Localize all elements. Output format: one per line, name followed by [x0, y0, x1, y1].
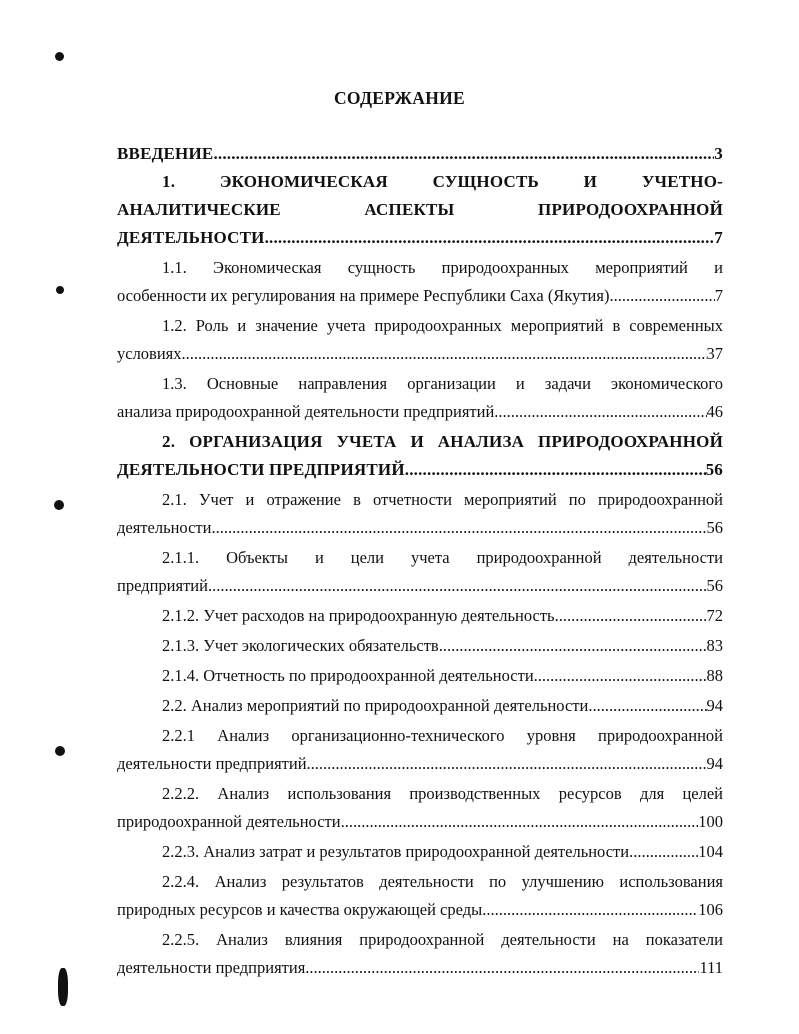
toc-entry-heading: 2.2.4. Анализ результатов деятельности по улучшению использования: [162, 872, 723, 891]
leader-dots: [629, 838, 698, 866]
toc-entry-heading: 1.1. Экономическая сущность природоохранных мероприятий и: [162, 258, 723, 277]
toc-page-number: 88: [706, 666, 723, 685]
scan-mark-dot: [54, 500, 64, 510]
toc-page-number: 3: [714, 144, 723, 163]
toc-entry-2-2-2[interactable]: [117, 780, 723, 836]
toc-entry-2-2-5[interactable]: [117, 926, 723, 982]
toc-entry-text: ДЕЯТЕЛЬНОСТИ: [117, 228, 265, 247]
leader-dots: [494, 398, 706, 426]
leader-dots: [439, 632, 707, 660]
toc-entry-heading: 2.1.1. Объекты и цели учета природоохранной деятельности: [162, 548, 723, 567]
toc-page-number: 72: [706, 606, 723, 625]
toc-page-number: 56: [706, 576, 723, 595]
toc-page-number: 56: [705, 460, 723, 479]
toc-entry-text: условиях: [117, 344, 182, 363]
toc-page-number: 104: [698, 842, 723, 861]
leader-dots: [305, 954, 699, 982]
toc-entry-heading: 1. ЭКОНОМИЧЕСКАЯ СУЩНОСТЬ И УЧЕТНО- АНАЛИТИЧЕСКИЕ АСПЕКТЫ ПРИРОДООХРАННОЙ: [117, 172, 723, 219]
toc-page-number: 7: [714, 286, 723, 305]
page-title: СОДЕРЖАНИЕ: [333, 88, 465, 108]
toc-page-number: 83: [706, 636, 723, 655]
leader-dots: [182, 340, 707, 368]
leader-dots: [211, 514, 706, 542]
toc-page-number: 37: [706, 344, 723, 363]
toc-entry-text: деятельности предприятий: [117, 754, 307, 773]
toc-page-number: 46: [706, 402, 723, 421]
toc-entry-2-2-1[interactable]: [117, 722, 723, 778]
toc-entry-text: особенности их регулирования на примере Республики Саха (Якутия): [117, 286, 610, 305]
toc-entry-text: предприятий: [117, 576, 208, 595]
toc-entry-text: 2.1.3. Учет экологических обязательств: [162, 636, 439, 655]
toc-entry-1-2[interactable]: [117, 312, 723, 368]
toc-entry-2-1-1[interactable]: [117, 544, 723, 600]
toc-page-number: 111: [699, 958, 723, 977]
toc-entry-2-1[interactable]: [117, 486, 723, 542]
leader-dots: [405, 456, 706, 484]
toc-entry-text: 2.1.2. Учет расходов на природоохранную деятельность: [162, 606, 555, 625]
toc-entry-text: ВВЕДЕНИЕ: [117, 144, 214, 163]
toc-page-number: 100: [698, 812, 723, 831]
toc-entry-heading: 2.2.1 Анализ организационно-технического уровня природоохранной: [162, 726, 723, 745]
toc-entry-1-3[interactable]: [117, 370, 723, 426]
toc-entry-chapter-2[interactable]: [117, 428, 723, 484]
toc-entry-2-2[interactable]: [117, 692, 723, 720]
leader-dots: [555, 602, 707, 630]
leader-dots: [482, 896, 698, 924]
toc-entry-text: анализа природоохранной деятельности предприятий: [117, 402, 495, 421]
toc-entry-heading: 1.2. Роль и значение учета природоохранных мероприятий в современных: [162, 316, 723, 335]
toc-page-number: 94: [706, 696, 723, 715]
toc-entry-text: 2.2. Анализ мероприятий по природоохранной деятельности: [162, 696, 589, 715]
table-of-contents: [117, 140, 723, 982]
toc-entry-text: природоохранной деятельности: [117, 812, 341, 831]
scan-mark-dot: [56, 286, 64, 294]
toc-entry-text: деятельности: [117, 518, 212, 537]
leader-dots: [341, 808, 699, 836]
toc-entry-heading: 2.2.2. Анализ использования производственных ресурсов для целей: [162, 784, 723, 803]
toc-entry-1-1[interactable]: [117, 254, 723, 310]
toc-entry-text: 2.1.4. Отчетность по природоохранной деятельности: [162, 666, 534, 685]
toc-page-number: 7: [714, 228, 723, 247]
toc-entry-text: деятельности предприятия: [117, 958, 306, 977]
toc-page-number: 56: [706, 518, 723, 537]
toc-entry-introduction[interactable]: [117, 140, 723, 168]
toc-entry-2-2-4[interactable]: [117, 868, 723, 924]
toc-entry-heading: 2.1. Учет и отражение в отчетности мероприятий по природоохранной: [162, 490, 723, 509]
leader-dots: [307, 750, 707, 778]
toc-page-number: 94: [706, 754, 723, 773]
scan-mark-dot: [55, 746, 65, 756]
leader-dots: [265, 224, 715, 252]
toc-entry-heading: 1.3. Основные направления организации и задачи экономического: [162, 374, 723, 393]
toc-entry-text: ДЕЯТЕЛЬНОСТИ ПРЕДПРИЯТИЙ: [117, 460, 405, 479]
scan-mark-dot: [55, 52, 64, 61]
leader-dots: [609, 282, 714, 310]
toc-entry-2-1-3[interactable]: [117, 632, 723, 660]
toc-entry-chapter-1[interactable]: [117, 168, 723, 252]
toc-entry-heading: 2. ОРГАНИЗАЦИЯ УЧЕТА И АНАЛИЗА ПРИРОДООХРАННОЙ: [162, 432, 723, 451]
leader-dots: [208, 572, 707, 600]
toc-entry-text: 2.2.3. Анализ затрат и результатов природоохранной деятельности: [162, 842, 630, 861]
leader-dots: [213, 140, 714, 168]
toc-entry-2-1-4[interactable]: [117, 662, 723, 690]
toc-page-number: 106: [698, 900, 723, 919]
toc-entry-2-1-2[interactable]: [117, 602, 723, 630]
toc-entry-heading: 2.2.5. Анализ влияния природоохранной деятельности на показатели: [162, 930, 723, 949]
leader-dots: [588, 692, 706, 720]
scan-mark-smudge: [58, 968, 68, 1006]
toc-entry-2-2-3[interactable]: [117, 838, 723, 866]
leader-dots: [534, 662, 707, 690]
toc-entry-text: природных ресурсов и качества окружающей среды: [117, 900, 483, 919]
